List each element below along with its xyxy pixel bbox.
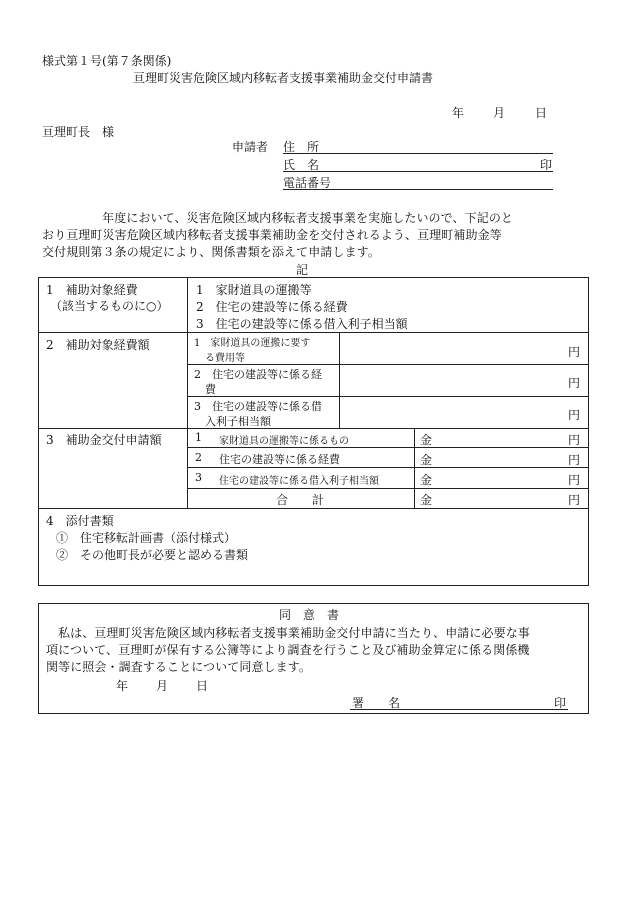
sec3-col	[414, 428, 415, 508]
sec3-row2-text: 住宅の建設等に係る経費	[219, 453, 340, 466]
sec3-row1-unit: 円	[568, 433, 581, 447]
consent-seal: 印	[554, 696, 567, 710]
consent-line-3: 関等に照会・調査することについて同意します。	[46, 660, 312, 674]
sec2-col	[339, 332, 340, 428]
sec3-row1-text: 家財道具の運搬等に係るもの	[219, 436, 349, 447]
sec2-row-2	[187, 396, 589, 397]
table-col-left	[187, 277, 188, 508]
sec2-row1-unit: 円	[568, 345, 581, 359]
sec2-row-1	[187, 364, 589, 365]
consent-line-1: 私は、亘理町災害危険区域内移転者支援事業補助金交付申請に当たり、申請に必要な事	[58, 626, 530, 640]
sec2-row2-line2: 費	[205, 383, 216, 396]
form-number: 様式第１号(第７条関係)	[42, 54, 172, 68]
sec3-total-unit: 円	[568, 493, 581, 507]
sec3-row3-kin: 金	[420, 473, 433, 487]
sec1-sublabel: （該当するものに○）	[50, 299, 169, 313]
consent-date-year: 年	[116, 679, 129, 693]
consent-date-month: 月	[156, 679, 169, 693]
applicant-label: 申請者	[232, 140, 269, 154]
sec3-row2-num: 2	[195, 451, 202, 464]
sec3-row3-text: 住宅の建設等に係る借入利子相当額	[219, 476, 379, 487]
sec2-label: 2 補助対象経費額	[46, 338, 150, 352]
sec4-label: 4 添付書類	[46, 514, 114, 528]
sec3-row3-unit: 円	[568, 473, 581, 487]
document-title: 亘理町災害危険区域内移転者支援事業補助金交付申請書	[133, 71, 434, 85]
sec3-total-kin: 金	[420, 493, 433, 507]
sec2-row3-unit: 円	[568, 408, 581, 422]
consent-title: 同 意 書	[279, 608, 340, 622]
sec1-item-2: 2 住宅の建設等に係る経費	[196, 300, 348, 314]
sec2-row1-line2: る費用等	[205, 353, 245, 364]
phone-label: 電話番号	[283, 176, 332, 190]
sec3-row1-num: 1	[195, 431, 202, 444]
sec1-item-3: 3 住宅の建設等に係る借入利子相当額	[196, 317, 408, 331]
sec3-row1-kin: 金	[420, 433, 433, 447]
phone-underline	[283, 189, 553, 190]
name-underline	[283, 171, 553, 172]
sec3-row3-num: 3	[195, 471, 202, 484]
body-line-2: おり亘理町災害危険区域内移転者支援事業補助金を交付されるよう、亘理町補助金等	[42, 228, 502, 242]
addressee: 亘理町長 様	[42, 125, 115, 139]
sec2-row3-line2: 入利子相当額	[205, 415, 271, 428]
signature-label: 署 名	[352, 696, 401, 710]
consent-line-2: 項について、亘理町が保有する公簿等により調査を行うこと及び補助金算定に係る関係機	[46, 643, 530, 657]
sec3-total-label: 合 計	[276, 493, 325, 507]
address-label: 住 所	[283, 140, 320, 154]
sec1-item-1: 1 家財道具の運搬等	[196, 283, 312, 297]
date-year: 年	[452, 106, 465, 120]
sec1-label: 1 補助対象経費	[46, 283, 138, 297]
name-label: 氏 名	[283, 158, 320, 172]
signature-underline	[350, 709, 568, 710]
ki-mark: 記	[296, 263, 309, 277]
applicant-seal: 印	[540, 158, 553, 172]
date-day: 日	[535, 106, 548, 120]
table-sep-3	[38, 508, 589, 509]
sec3-row-1	[187, 447, 589, 448]
sec3-row-3	[187, 488, 589, 489]
sec4-item-1: ① 住宅移転計画書（添付様式）	[56, 531, 237, 545]
table-sep-1	[38, 332, 589, 333]
sec2-row1-line1: 1 家財道具の運搬に要す	[194, 338, 311, 349]
sec3-row2-unit: 円	[568, 453, 581, 467]
consent-date-day: 日	[196, 679, 209, 693]
sec4-item-2: ② その他町長が必要と認める書類	[56, 548, 249, 562]
sec2-row2-unit: 円	[568, 376, 581, 390]
body-line-3: 交付規則第３条の規定により、関係書類を添えて申請します。	[42, 245, 380, 259]
table-sep-2	[38, 428, 589, 429]
sec3-label: 3 補助金交付申請額	[46, 433, 162, 447]
sec2-row2-line1: 2 住宅の建設等に係る経	[194, 368, 322, 381]
date-month: 月	[493, 106, 506, 120]
address-underline	[283, 153, 553, 154]
sec2-row3-line1: 3 住宅の建設等に係る借	[194, 400, 322, 413]
sec3-row2-kin: 金	[420, 453, 433, 467]
body-line-1: 年度において、災害危険区域内移転者支援事業を実施したいので、下記のと	[90, 211, 514, 225]
sec3-row-2	[187, 467, 589, 468]
